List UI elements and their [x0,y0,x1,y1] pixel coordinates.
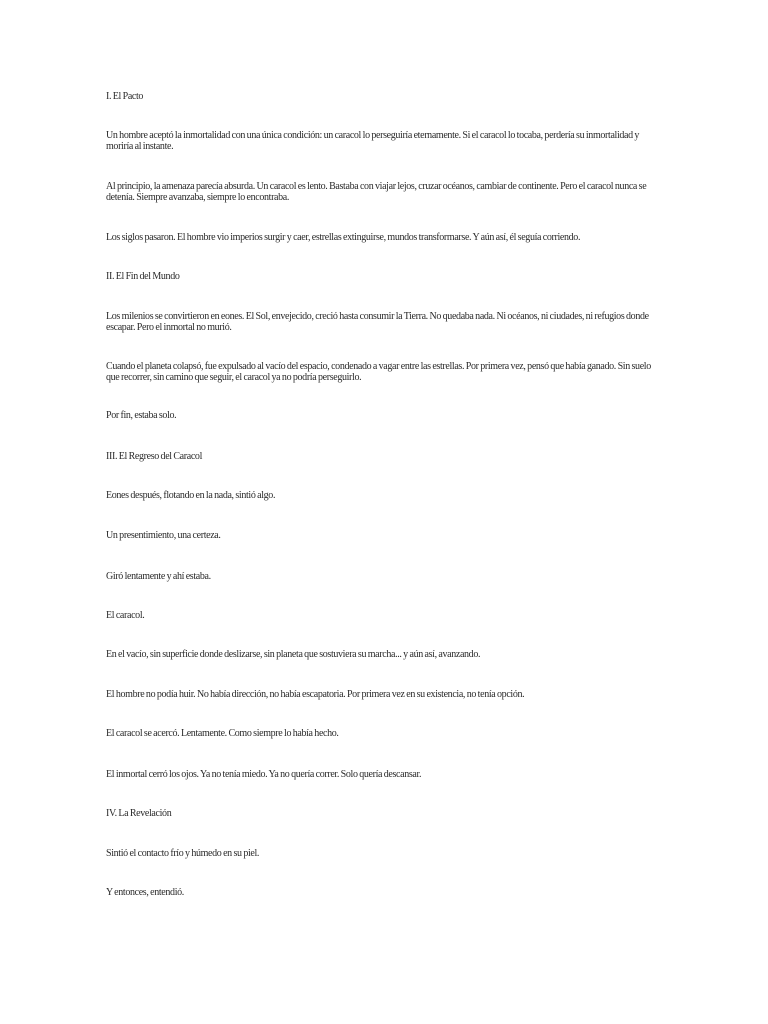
paragraph-12: El hombre no podía huir. No había dirección, no había escapatoria. Por primera vez en su existencia, no tenía opción. [106,689,525,700]
paragraph-8: Un presentimiento, una certeza. [106,530,221,541]
paragraph-3: Los siglos pasaron. El hombre vio imperios surgir y caer, estrellas extinguirse, mundos transformarse. Y aún así, él seguía corriendo. [106,232,581,243]
paragraph-2: Al principio, la amenaza parecía absurda. Un caracol es lento. Bastaba con viajar lejos, cruzar océanos, cambiar de continente. Pero el caracol nunca se detenía. Siempre avanzaba, siempre lo encontraba. [106,181,647,203]
paragraph-16: Y entonces, entendió. [106,887,184,898]
paragraph-1: Un hombre aceptó la inmortalidad con una única condición: un caracol lo perseguiría eternamente. Si el caracol lo tocaba, perdería su inmortalidad y moriría al instante. [106,130,640,152]
paragraph-9: Giró lentamente y ahí estaba. [106,571,211,582]
section-heading-fin-del-mundo: II. El Fin del Mundo [106,271,180,282]
section-heading-revelacion: IV. La Revelación [106,808,172,819]
paragraph-13: El caracol se acercó. Lentamente. Como siempre lo había hecho. [106,728,339,739]
paragraph-5: Cuando el planeta colapsó, fue expulsado al vacío del espacio, condenado a vagar entre las estrellas. Por primera vez, pensó que había ganado. Sin suelo que recorrer, sin camino que seguir, el caracol ya no podría perseguirlo. [106,361,651,383]
paragraph-14: El inmortal cerró los ojos. Ya no tenía miedo. Ya no quería correr. Solo quería descansar. [106,769,422,780]
paragraph-10: El caracol. [106,610,145,621]
paragraph-15: Sintió el contacto frío y húmedo en su piel. [106,848,260,859]
paragraph-6: Por fin, estaba solo. [106,410,177,421]
section-heading-pacto: I. El Pacto [106,91,144,102]
section-heading-regreso: III. El Regreso del Caracol [106,451,203,462]
paragraph-11: En el vacío, sin superficie donde deslizarse, sin planeta que sostuviera su marcha... y aún así, avanzando. [106,649,481,660]
paragraph-7: Eones después, flotando en la nada, sintió algo. [106,490,276,501]
paragraph-4: Los milenios se convirtieron en eones. El Sol, envejecido, creció hasta consumir la Tierra. No quedaba nada. Ni océanos, ni ciudades, ni refugios donde escapar. Pero el inmortal no murió. [106,311,649,333]
